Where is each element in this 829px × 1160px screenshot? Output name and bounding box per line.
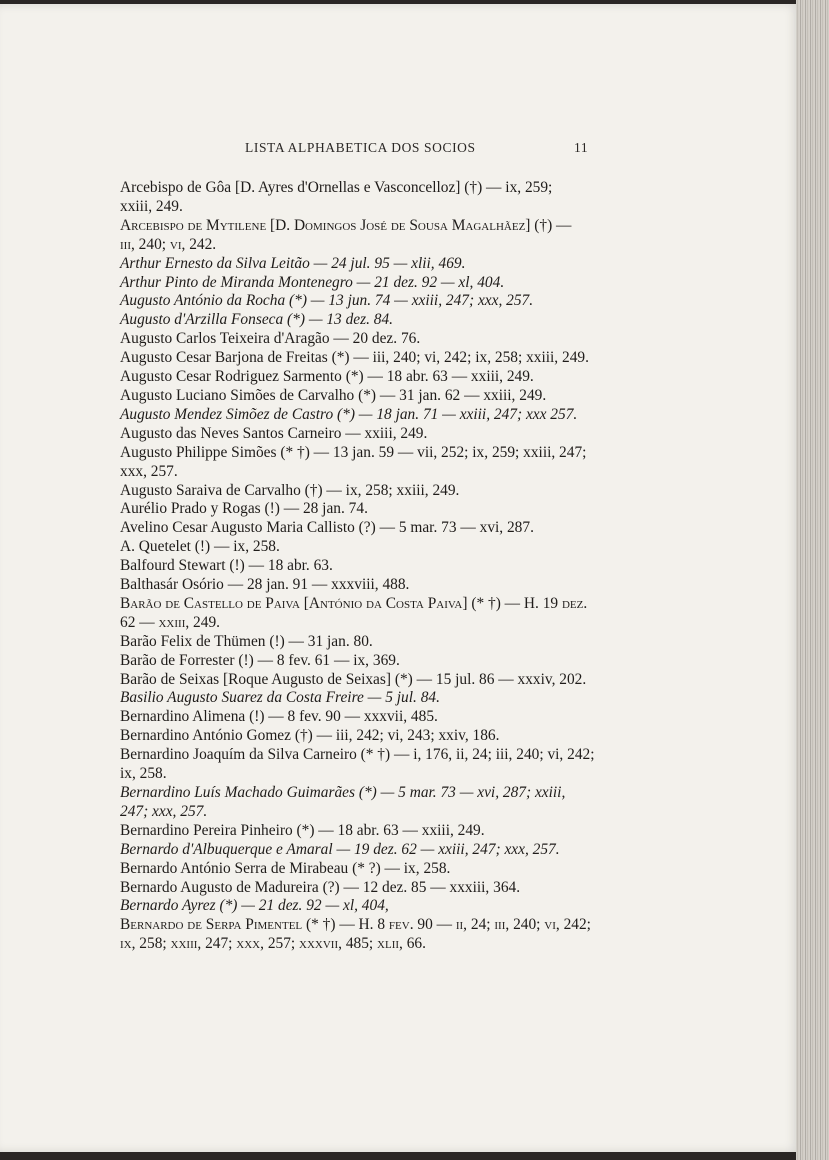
page-edges	[796, 0, 829, 1160]
list-item: Bernardino Pereira Pinheiro (*) — 18 abr. 63 — xxiii, 249.	[120, 821, 485, 839]
list-item: Avelino Cesar Augusto Maria Callisto (?) — 5 mar. 73 — xvi, 287.	[120, 519, 534, 537]
list-item: Arthur Pinto de Miranda Montenegro — 21 dez. 92 — xl, 404.	[120, 273, 505, 291]
header-title: LISTA ALPHABETICA DOS SOCIOS	[245, 140, 476, 155]
running-header	[0, 140, 800, 160]
list-item: Barão de Seixas [Roque Augusto de Seixas] (*) — 15 jul. 86 — xxxiv, 202.	[120, 670, 587, 688]
list-item: Arcebispo de Gôa [D. Ayres d'Ornellas e Vasconcelloz] (†) — ix, 259; xxiii, 249.	[120, 179, 553, 215]
list-item: Bernardino António Gomez (†) — iii, 242; vi, 243; xxiv, 186.	[120, 727, 500, 745]
page-number: 11	[574, 140, 589, 155]
list-item: Bernardo de Serpa Pimentel (* †) — H. 8 fev. 90 — ii, 24; iii, 240; vi, 242; ix, 258; xxiii, 247; xxx, 257; xxxvii, 485; xlii, 66.	[120, 916, 591, 953]
list-item: Augusto Cesar Rodriguez Sarmento (*) — 18 abr. 63 — xxiii, 249.	[120, 368, 534, 386]
list-item: Balthasár Osório — 28 jan. 91 — xxxviii, 488.	[120, 576, 410, 594]
list-item: Barão Felix de Thümen (!) — 31 jan. 80.	[120, 632, 373, 650]
list-item: Bernardino Luís Machado Guimarães (*) — 5 mar. 73 — xvi, 287; xxiii, 247; xxx, 257.	[120, 784, 566, 820]
list-item: Barão de Castello de Paiva [António da Costa Paiva] (* †) — H. 19 dez. 62 — xxiii, 249.	[120, 594, 588, 631]
list-item: Bernardino Alimena (!) — 8 fev. 90 — xxxvii, 485.	[120, 708, 438, 726]
list-item: Augusto Philippe Simões (* †) — 13 jan. 59 — vii, 252; ix, 259; xxiii, 247; xxx, 257.	[120, 443, 587, 480]
list-item: Augusto Carlos Teixeira d'Aragão — 20 dez. 76.	[120, 330, 421, 348]
list-item: Basilio Augusto Suarez da Costa Freire — 5 jul. 84.	[120, 689, 440, 707]
list-item: Bernardo Ayrez (*) — 21 dez. 92 — xl, 404,	[120, 897, 389, 915]
list-item: Augusto Cesar Barjona de Freitas (*) — iii, 240; vi, 242; ix, 258; xxiii, 249.	[120, 349, 589, 367]
list-item: Augusto Mendez Simõez de Castro (*) — 18 jan. 71 — xxiii, 247; xxx 257.	[120, 405, 578, 423]
list-item: Barão de Forrester (!) — 8 fev. 61 — ix, 369.	[120, 651, 400, 669]
list-item: Bernardo d'Albuquerque e Amaral — 19 dez. 62 — xxiii, 247; xxx, 257.	[120, 840, 560, 858]
list-item: Bernardino Joaquím da Silva Carneiro (* †) — i, 176, ii, 24; iii, 240; vi, 242; ix, 258.	[120, 746, 595, 783]
list-item: Augusto António da Rocha (*) — 13 jun. 74 — xxiii, 247; xxx, 257.	[120, 292, 534, 310]
list-item: Augusto d'Arzilla Fonseca (*) — 13 dez. 84.	[120, 311, 394, 329]
list-item: A. Quetelet (!) — ix, 258.	[120, 538, 280, 556]
member-list	[120, 179, 594, 954]
list-item: Arcebispo de Mytilene [D. Domingos José de Sousa Magalhãez] (†) — iii, 240; vi, 242.	[120, 216, 572, 253]
list-item: Augusto Saraiva de Carvalho (†) — ix, 258; xxiii, 249.	[120, 481, 460, 499]
list-item: Augusto das Neves Santos Carneiro — xxiii, 249.	[120, 424, 428, 442]
list-item: Balfourd Stewart (!) — 18 abr. 63.	[120, 557, 333, 575]
list-item: Augusto Luciano Simões de Carvalho (*) — 31 jan. 62 — xxiii, 249.	[120, 386, 547, 404]
list-item: Arthur Ernesto da Silva Leitão — 24 jul. 95 — xlii, 469.	[120, 254, 466, 272]
list-item: Bernardo Augusto de Madureira (?) — 12 dez. 85 — xxxiii, 364.	[120, 878, 521, 896]
list-item: Aurélio Prado y Rogas (!) — 28 jan. 74.	[120, 500, 368, 518]
list-item: Bernardo António Serra de Mirabeau (* ?) — ix, 258.	[120, 859, 451, 877]
